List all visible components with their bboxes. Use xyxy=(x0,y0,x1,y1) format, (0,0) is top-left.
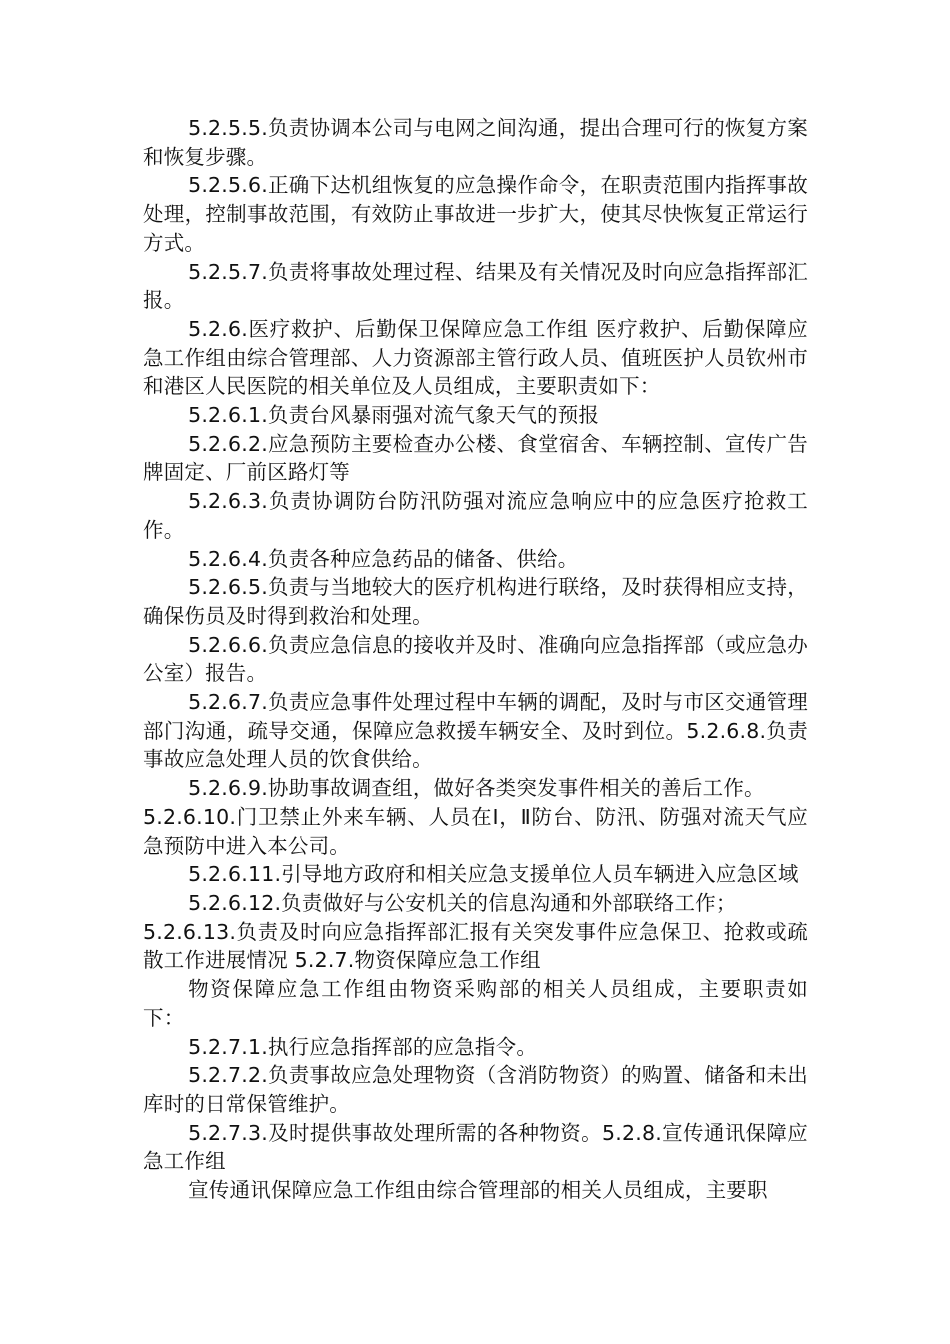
paragraph-5-2-6-10: 5.2.6.10.门卫禁止外来车辆、人员在Ⅰ，Ⅱ防台、防汛、防强对流天气应急预防中进入本公司。 xyxy=(143,804,808,858)
document-body xyxy=(143,114,808,1205)
paragraph-5-2-5-5: 5.2.5.5.负责协调本公司与电网之间沟通，提出合理可行的恢复方案和恢复步骤。 xyxy=(143,116,808,169)
paragraph-5-2-6-4: 5.2.6.4.负责各种应急药品的储备、供给。 xyxy=(188,546,579,571)
paragraph-5-2-6-1: 5.2.6.1.负责台风暴雨强对流气象天气的预报 xyxy=(188,403,600,428)
paragraph-5-2-6-2: 5.2.6.2.应急预防主要检查办公楼、食堂宿舍、车辆控制、宣传广告牌固定、厂前区路灯等 xyxy=(143,431,808,485)
paragraph-5-2-7-2: 5.2.7.2.负责事故应急处理物资（含消防物资）的购置、储备和未出库时的日常保管维护。 xyxy=(143,1063,808,1116)
paragraph-5-2-8-intro: 宣传通讯保障应急工作组由综合管理部的相关人员组成，主要职 xyxy=(188,1178,768,1203)
paragraph-5-2-7-3: 5.2.7.3.及时提供事故处理所需的各种物资。5.2.8.宣传通讯保障应急工作组 xyxy=(143,1120,808,1174)
paragraph-5-2-7-1: 5.2.7.1.执行应急指挥部的应急指令。 xyxy=(188,1034,538,1059)
paragraph-5-2-6-5: 5.2.6.5.负责与当地较大的医疗机构进行联络，及时获得相应支持，确保伤员及时得到救治和处理。 xyxy=(143,575,808,628)
paragraph-5-2-6-3: 5.2.6.3.负责协调防台防汛防强对流应急响应中的应急医疗抢救工作。 xyxy=(143,489,808,542)
paragraph-5-2-6-7: 5.2.6.7.负责应急事件处理过程中车辆的调配，及时与市区交通管理部门沟通，疏导交通，保障应急救援车辆安全、及时到位。5.2.6.8.负责事故应急处理人员的饮食供给。 xyxy=(143,690,808,772)
paragraph-5-2-5-6: 5.2.5.6.正确下达机组恢复的应急操作命令，在职责范围内指挥事故处理，控制事故范围，有效防止事故进一步扩大，使其尽快恢复正常运行方式。 xyxy=(143,173,808,255)
paragraph-5-2-6-12: 5.2.6.12.负责做好与公安机关的信息沟通和外部联络工作； xyxy=(188,890,737,915)
paragraph-5-2-6-11: 5.2.6.11.引导地方政府和相关应急支援单位人员车辆进入应急区域 xyxy=(188,862,799,887)
paragraph-5-2-6-6: 5.2.6.6.负责应急信息的接收并及时、准确向应急指挥部（或应急办公室）报告。 xyxy=(143,632,808,686)
paragraph-5-2-5-7: 5.2.5.7.负责将事故处理过程、结果及有关情况及时向应急指挥部汇报。 xyxy=(143,259,808,313)
paragraph-5-2-7-intro: 物资保障应急工作组由物资采购部的相关人员组成，主要职责如下： xyxy=(143,977,808,1030)
paragraph-5-2-6: 5.2.6.医疗救护、后勤保卫保障应急工作组 医疗救护、后勤保障应急工作组由综合管理部、人力资源部主管行政人员、值班医护人员钦州市和港区人民医院的相关单位及人员组成，主要职责如下： xyxy=(143,316,808,399)
paragraph-5-2-6-9: 5.2.6.9.协助事故调查组，做好各类突发事件相关的善后工作。 xyxy=(188,776,765,801)
paragraph-5-2-6-13: 5.2.6.13.负责及时向应急指挥部汇报有关突发事件应急保卫、抢救或疏散工作进展情况 5.2.7.物资保障应急工作组 xyxy=(143,919,808,973)
